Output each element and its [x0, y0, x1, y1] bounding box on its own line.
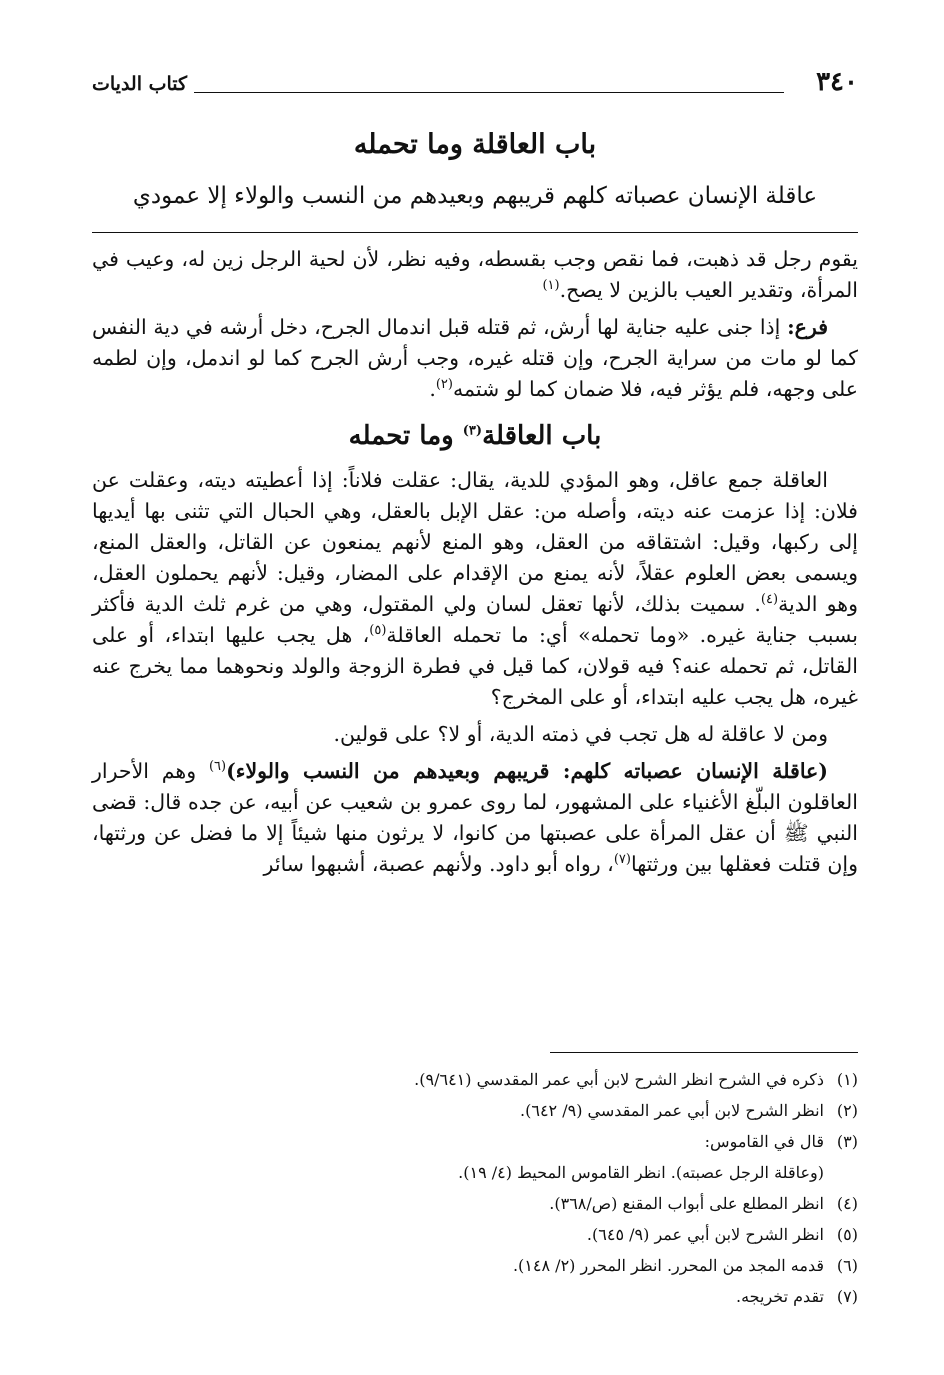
footnote-2	[92, 1095, 858, 1126]
section-heading-text: باب العاقلة	[482, 421, 602, 451]
matn-title: باب العاقلة وما تحمله	[353, 129, 597, 160]
paragraph-far	[92, 312, 858, 405]
paragraph-1	[92, 244, 858, 306]
book-title: كتاب الديات	[92, 73, 188, 95]
footnote-ref: (١)	[542, 278, 560, 294]
matn-quote: (عاقلة الإنسان عصباته كلهم: قريبهم وبعيدهم من النسب والولاء)	[226, 759, 828, 783]
paragraph-5	[92, 756, 858, 880]
far-label: فرع:	[787, 315, 828, 339]
footnote-number: (٥)	[836, 1225, 858, 1244]
footnote-ref: (٣)	[462, 423, 483, 439]
footnote-text: (وعاقلة الرجل عصبته). انظر القاموس المحيط (٤/ ١٩).	[458, 1163, 824, 1182]
paragraph-text: ، رواه أبو داود. ولأنهم عصبة، أشبهوا سائر	[263, 852, 614, 876]
paragraph-text: ، هل يجب عليها ابتداء، أو على القاتل، ثم تحمله عنه؟ فيه قولان، كما قيل في فطرة الزوجة والولد ونحوهما مما يخرج عنه غيره، هل يجب عليه ابتداء، أو على المخرج؟	[92, 623, 858, 709]
section-heading-text-b: وما تحمله	[348, 421, 463, 451]
paragraph-text: ومن لا عاقلة له هل تجب في ذمته الدية، أو لا؟ على قولين.	[333, 722, 828, 746]
paragraph-text: . سميت بذلك، لأنها تعقل لسان ولي المقتول، وهي من غرم ثلث الدية فأكثر بسبب جناية غيره. «وما تحمله» أي: ما تحمله العاقلة	[92, 592, 858, 647]
running-header	[92, 66, 858, 102]
footnote-ref: (٢)	[435, 377, 453, 393]
footnote-number: (٢)	[836, 1101, 858, 1120]
footnote-ref: (٥)	[369, 623, 387, 639]
header-rule	[194, 92, 784, 93]
footnote-6	[92, 1250, 858, 1281]
matn-block	[92, 120, 858, 220]
footnote-divider	[550, 1052, 858, 1053]
footnote-text: انظر المطلع على أبواب المقنع (ص/٣٦٨).	[549, 1194, 824, 1213]
paragraph-text: وهم الأحرار العاقلون البلّغ الأغنياء على المشهور، لما روى عمرو بن شعيب عن أبيه، عن جده قال: قضى النبي ﷺ أن عقل المرأة على عصبتها من كانوا، لا يرثون منها شيئاً إلا ما فضل عن ورثتها، وإن قتلت فعقلها بين ورثتها	[92, 759, 858, 876]
footnote-text: ذكره في الشرح انظر الشرح لابن أبي عمر المقدسي (٩/٦٤١).	[414, 1070, 824, 1089]
footnote-text: قدمه المجد من المحرر. انظر المحرر (٢/ ١٤٨).	[512, 1256, 824, 1275]
footnote-text: تقدم تخريجه.	[736, 1287, 824, 1306]
footnote-ref: (٤)	[760, 592, 779, 608]
matn-divider	[92, 232, 858, 233]
paragraph-4	[92, 719, 858, 750]
page-number: ٣٤٠	[816, 67, 858, 97]
matn-text: عاقلة الإنسان عصباته كلهم قريبهم وبعيدهم من النسب والولاء إلا عمودي	[132, 183, 818, 209]
paragraph-text: يقوم رجل قد ذهبت، فما نقص وجب بقسطه، وفيه نظر، لأن لحية الرجل زين له، وعيب في المرأة، وتقدير العيب بالزين لا يصح.	[92, 247, 858, 302]
footnote-ref: (٧)	[613, 852, 631, 868]
paragraph-text: العاقلة جمع عاقل، وهو المؤدي للدية، يقال: عقلت فلاناً: إذا أعطيته ديته، وعقلت عن فلان: إذا عزمت عنه ديته، وأصله من: عقل الإبل بالعقل، وهي الحبال التي تثنى بها أيديها إلى ركبها، وقيل: اشتقاقه من العقل، وهو المنع لأنهم يمنعون عن القاتل، والعقل المنع، ويسمى بعض العلوم عقلاً، لأنه يمنع من الإقدام على المضار، وقيل: لأنهم يحملون العقل، وهو الدية	[92, 468, 858, 616]
footnote-1	[92, 1064, 858, 1095]
footnote-ref: (٦)	[208, 759, 227, 775]
footnote-text: انظر الشرح لابن أبي عمر (٩/ ٦٤٥).	[586, 1225, 824, 1244]
footnote-3	[92, 1126, 858, 1157]
paragraph-3	[92, 465, 858, 713]
footnote-text: قال في القاموس:	[704, 1132, 824, 1151]
footnote-number: (٧)	[836, 1287, 858, 1306]
footnote-number: (١)	[836, 1070, 858, 1089]
paragraph-text: إذا جنى عليه جناية لها أرش، ثم قتله قبل اندمال الجرح، دخل أرشه في دية النفس كما لو مات من سراية الجرح، وإن قتله غيره، وجب أرش الجرح كما لو اندمل، وإن لطمه على وجهه، فلم يؤثر فيه، فلا ضمان كما لو شتمه	[92, 315, 858, 401]
footnote-5	[92, 1219, 858, 1250]
footnote-text: انظر الشرح لابن أبي عمر المقدسي (٩/ ٦٤٢).	[520, 1101, 824, 1120]
footnote-number: (٤)	[836, 1194, 858, 1213]
footnote-7	[92, 1281, 858, 1312]
footnote-4	[92, 1188, 858, 1219]
footnotes	[92, 1064, 858, 1312]
paragraph-end: .	[429, 377, 436, 401]
footnote-3-continued	[92, 1157, 858, 1188]
section-heading	[92, 411, 858, 461]
footnote-number: (٦)	[836, 1256, 858, 1275]
footnote-number: (٣)	[836, 1132, 858, 1151]
commentary-body	[92, 244, 858, 886]
